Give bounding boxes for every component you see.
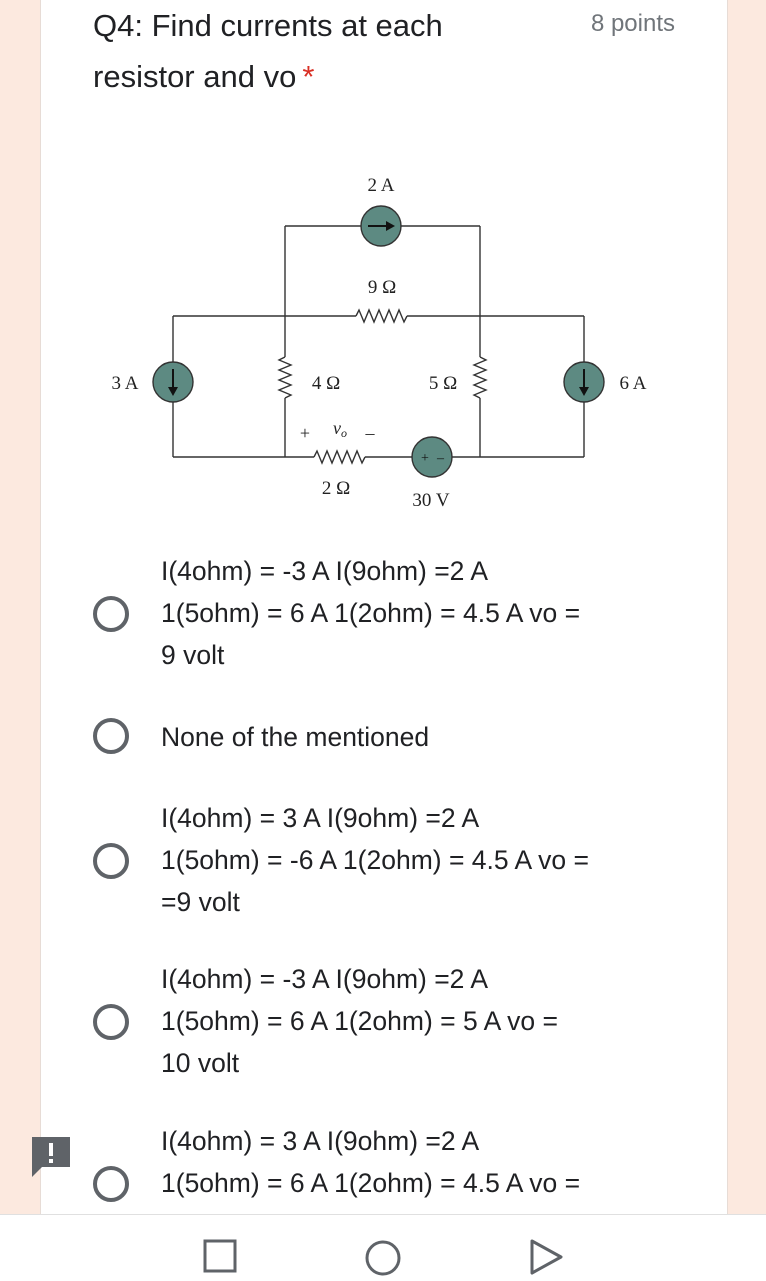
radio-button[interactable] [93,718,129,754]
label-9ohm: 9 Ω [367,277,397,298]
option-4[interactable] [93,958,693,1088]
back-icon[interactable] [528,1239,564,1275]
label-vo-plus: + [299,423,311,443]
exclamation-icon[interactable] [30,1135,72,1177]
option-1[interactable] [93,550,693,680]
label-5ohm: 5 Ω [428,373,458,394]
question-card [40,0,728,1214]
option-5[interactable] [93,1120,693,1214]
question-title [93,0,513,102]
label-2ohm: 2 Ω [321,478,351,499]
current-source-6a [564,362,604,402]
label-vo: v [333,418,341,438]
points-label: 8 points [590,10,675,37]
option-text: I(4ohm) = -3 A I(9ohm) =2 A 1(5ohm) = 6 A 1(2ohm) = 4.5 A vo = 9 volt [161,556,581,670]
radio-button[interactable] [93,1166,129,1202]
option-3[interactable] [93,797,693,927]
circuit-diagram [41,160,727,520]
radio-button[interactable] [93,1004,129,1040]
option-text: None of the mentioned [161,722,430,752]
voltage-source-30v [412,437,452,477]
radio-button[interactable] [93,596,129,632]
current-source-2a [361,206,401,246]
current-source-3a [153,362,193,402]
label-4ohm: 4 Ω [311,373,341,394]
svg-text:+: + [421,451,429,466]
label-vo-minus: – [365,423,375,443]
label-2a: 2 A [367,175,395,196]
label-30v: 30 V [412,490,450,511]
label-6a: 6 A [619,373,647,394]
system-nav-bar [0,1214,766,1281]
label-3a: 3 A [111,373,139,394]
svg-text:–: – [437,451,444,466]
option-text: I(4ohm) = 3 A I(9ohm) =2 A 1(5ohm) = 6 A 1(2ohm) = 4.5 A vo = [161,1126,581,1198]
home-icon[interactable] [364,1239,402,1277]
option-text: I(4ohm) = -3 A I(9ohm) =2 A 1(5ohm) = 6 A 1(2ohm) = 5 A vo = 10 volt [161,964,559,1078]
label-vo-sub: o [341,426,347,440]
recents-icon[interactable] [203,1239,237,1273]
question-title-text: Q4: Find currents at each resistor and vo [93,8,443,94]
radio-button[interactable] [93,843,129,879]
required-asterisk: * [302,59,315,94]
option-text: I(4ohm) = 3 A I(9ohm) =2 A 1(5ohm) = -6 A 1(2ohm) = 4.5 A vo = =9 volt [161,803,589,917]
